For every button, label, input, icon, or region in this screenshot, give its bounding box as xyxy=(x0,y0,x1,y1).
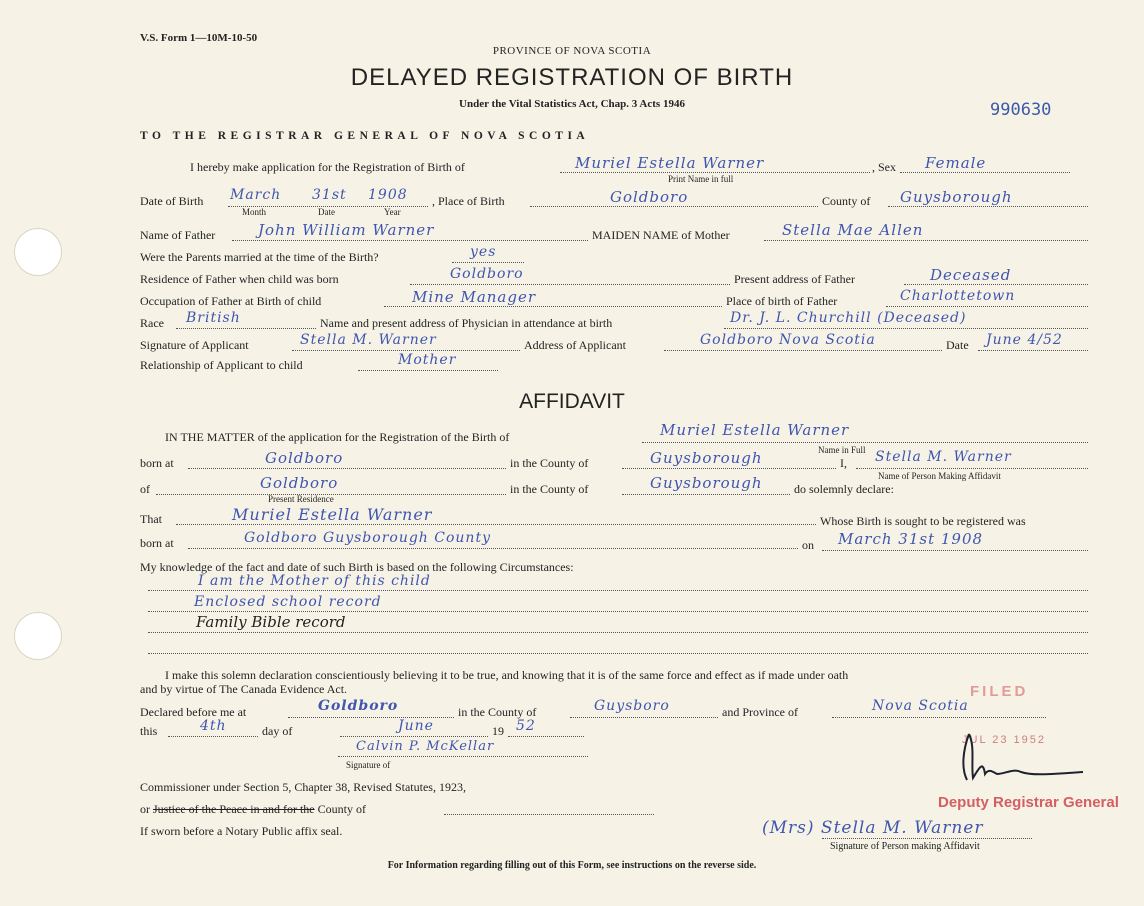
county-label-2: in the County of xyxy=(510,482,589,496)
physician-label: Name and present address of Physician in attendance at birth xyxy=(320,316,613,330)
born-at-full-value: Goldboro Guysborough County xyxy=(244,530,491,546)
applicant-address-label: Address of Applicant xyxy=(524,338,626,352)
father-birthplace-label: Place of birth of Father xyxy=(726,294,838,308)
father-occupation-value: Mine Manager xyxy=(412,288,537,306)
relationship-value: Mother xyxy=(398,352,457,368)
mother-name-label: MAIDEN NAME of Mother xyxy=(592,228,730,242)
signature-of-caption: Signature of xyxy=(346,760,391,770)
deputy-registrar-stamp: Deputy Registrar General xyxy=(938,794,1119,811)
county-label-3: in the County of xyxy=(458,705,537,719)
declared-county-value: Guysboro xyxy=(594,698,670,714)
declaration-text-2: and by virtue of The Canada Evidence Act. xyxy=(140,682,348,696)
declaration-text-1: I make this solemn declaration conscientiously believing it to be true, and knowing that it is of the same force and effect as if made under oath xyxy=(165,668,849,682)
declared-before-label: Declared before me at xyxy=(140,705,247,719)
filed-stamp: FILED xyxy=(970,683,1029,700)
province-label: and Province of xyxy=(722,705,798,719)
page-title: DELAYED REGISTRATION OF BIRTH xyxy=(350,64,794,91)
father-address-label: Present address of Father xyxy=(734,272,855,286)
physician-value: Dr. J. L. Churchill (Deceased) xyxy=(730,310,967,326)
commissioner-label: Commissioner under Section 5, Chapter 38, Revised Statutes, 1923, xyxy=(140,780,466,794)
place-of-birth-value: Goldboro xyxy=(610,188,689,206)
present-residence-caption: Present Residence xyxy=(268,494,334,504)
circumstance-3: Family Bible record xyxy=(196,613,346,631)
sex-label: , Sex xyxy=(872,160,896,174)
born-county-value: Guysborough xyxy=(650,449,763,467)
footer-note: For Information regarding filling out of this Form, see instructions on the reverse side. xyxy=(387,860,757,871)
day-of-label: day of xyxy=(262,724,293,738)
deponent-name-value: Stella M. Warner xyxy=(875,449,1012,465)
born-at-value: Goldboro xyxy=(265,449,344,467)
application-date-value: June 4/52 xyxy=(986,332,1063,348)
of-label: of xyxy=(140,482,150,496)
relationship-label: Relationship of Applicant to child xyxy=(140,358,303,372)
father-residence-value: Goldboro xyxy=(450,266,524,282)
residence-value: Goldboro xyxy=(260,474,339,492)
page-subtitle: Under the Vital Statistics Act, Chap. 3 Acts 1946 xyxy=(459,98,685,110)
whose-birth-label: Whose Birth is sought to be registered was xyxy=(820,514,1026,528)
deponent-caption: Name of Person Making Affidavit xyxy=(878,471,1001,481)
filed-date-stamp: JUL 23 1952 xyxy=(962,734,1046,746)
that-label: That xyxy=(140,512,162,526)
declared-province-value: Nova Scotia xyxy=(872,698,969,714)
residence-county-value: Guysborough xyxy=(650,474,763,492)
notary-note: If sworn before a Notary Public affix seal. xyxy=(140,824,343,838)
justice-label: or Justice of the Peace in and for the County of xyxy=(140,802,366,816)
i-label: I, xyxy=(840,456,847,470)
day-value: 4th xyxy=(200,718,227,734)
applicant-signature-value: Stella M. Warner xyxy=(300,332,437,348)
father-birthplace-value: Charlottetown xyxy=(900,288,1016,304)
father-residence-label: Residence of Father when child was born xyxy=(140,272,339,286)
dob-day-value: 31st xyxy=(312,187,347,203)
registrar-signature xyxy=(955,728,1090,790)
county-label: County of xyxy=(822,194,871,208)
month-caption: Month xyxy=(242,207,267,217)
province-heading: PROVINCE OF NOVA SCOTIA xyxy=(492,45,652,57)
father-occupation-label: Occupation of Father at Birth of child xyxy=(140,294,322,308)
year-value: 52 xyxy=(516,718,536,734)
month-value: June xyxy=(398,718,434,734)
born-at-label-2: born at xyxy=(140,536,174,550)
addressee: TO THE REGISTRAR GENERAL OF NOVA SCOTIA xyxy=(140,130,590,142)
county-value: Guysborough xyxy=(900,188,1013,206)
application-label: I hereby make application for the Registration of Birth of xyxy=(190,160,465,174)
name-in-full-caption: Name in Full xyxy=(818,445,866,455)
deponent-signature-value: (Mrs) Stella M. Warner xyxy=(762,818,984,838)
registration-number: 990630 xyxy=(990,100,1052,120)
in-the-matter-label: IN THE MATTER of the application for the Registration of the Birth of xyxy=(165,430,510,444)
date-of-birth-label: Date of Birth xyxy=(140,194,204,208)
place-of-birth-label: , Place of Birth xyxy=(432,194,505,208)
race-value: British xyxy=(186,310,241,326)
county-label-1: in the County of xyxy=(510,456,589,470)
deponent-signature-caption: Signature of Person making Affidavit xyxy=(830,841,980,852)
punch-hole-2 xyxy=(14,612,62,660)
applicant-signature-label: Signature of Applicant xyxy=(140,338,249,352)
knowledge-label: My knowledge of the fact and date of such Birth is based on the following Circumstances: xyxy=(140,560,574,574)
parents-married-label: Were the Parents married at the time of the Birth? xyxy=(140,250,379,264)
on-label: on xyxy=(802,538,814,552)
applicant-address-value: Goldboro Nova Scotia xyxy=(700,332,876,348)
parents-married-value: yes xyxy=(470,244,497,260)
birth-date-value: March 31st 1908 xyxy=(838,530,984,548)
this-label: this xyxy=(140,724,158,738)
dob-year-value: 1908 xyxy=(368,187,408,203)
print-name-caption: Print Name in full xyxy=(668,174,734,184)
date-label: Date xyxy=(946,338,969,352)
dob-month-value: March xyxy=(230,187,282,203)
commissioner-signature-value: Calvin P. McKellar xyxy=(356,739,495,754)
circumstance-2: Enclosed school record xyxy=(194,594,382,610)
date-caption: Date xyxy=(318,207,335,217)
father-name-value: John William Warner xyxy=(258,221,435,239)
father-name-label: Name of Father xyxy=(140,228,216,242)
form-code: V.S. Form 1—10M-10-50 xyxy=(140,32,258,44)
race-label: Race xyxy=(140,316,164,330)
declare-label: do solemnly declare: xyxy=(794,482,894,496)
affidavit-heading: AFFIDAVIT xyxy=(519,390,625,413)
declared-place-value: Goldboro xyxy=(318,698,399,714)
sex-value: Female xyxy=(925,154,987,172)
year-caption: Year xyxy=(384,207,401,217)
year-prefix-label: 19 xyxy=(492,724,504,738)
child-name-value: Muriel Estella Warner xyxy=(575,154,765,172)
that-child-value: Muriel Estella Warner xyxy=(232,505,433,524)
mother-name-value: Stella Mae Allen xyxy=(782,221,924,239)
affidavit-child-name-value: Muriel Estella Warner xyxy=(660,421,850,439)
born-at-label: born at xyxy=(140,456,174,470)
punch-hole-1 xyxy=(14,228,62,276)
circumstance-1: I am the Mother of this child xyxy=(198,573,431,589)
father-address-value: Deceased xyxy=(930,266,1012,284)
